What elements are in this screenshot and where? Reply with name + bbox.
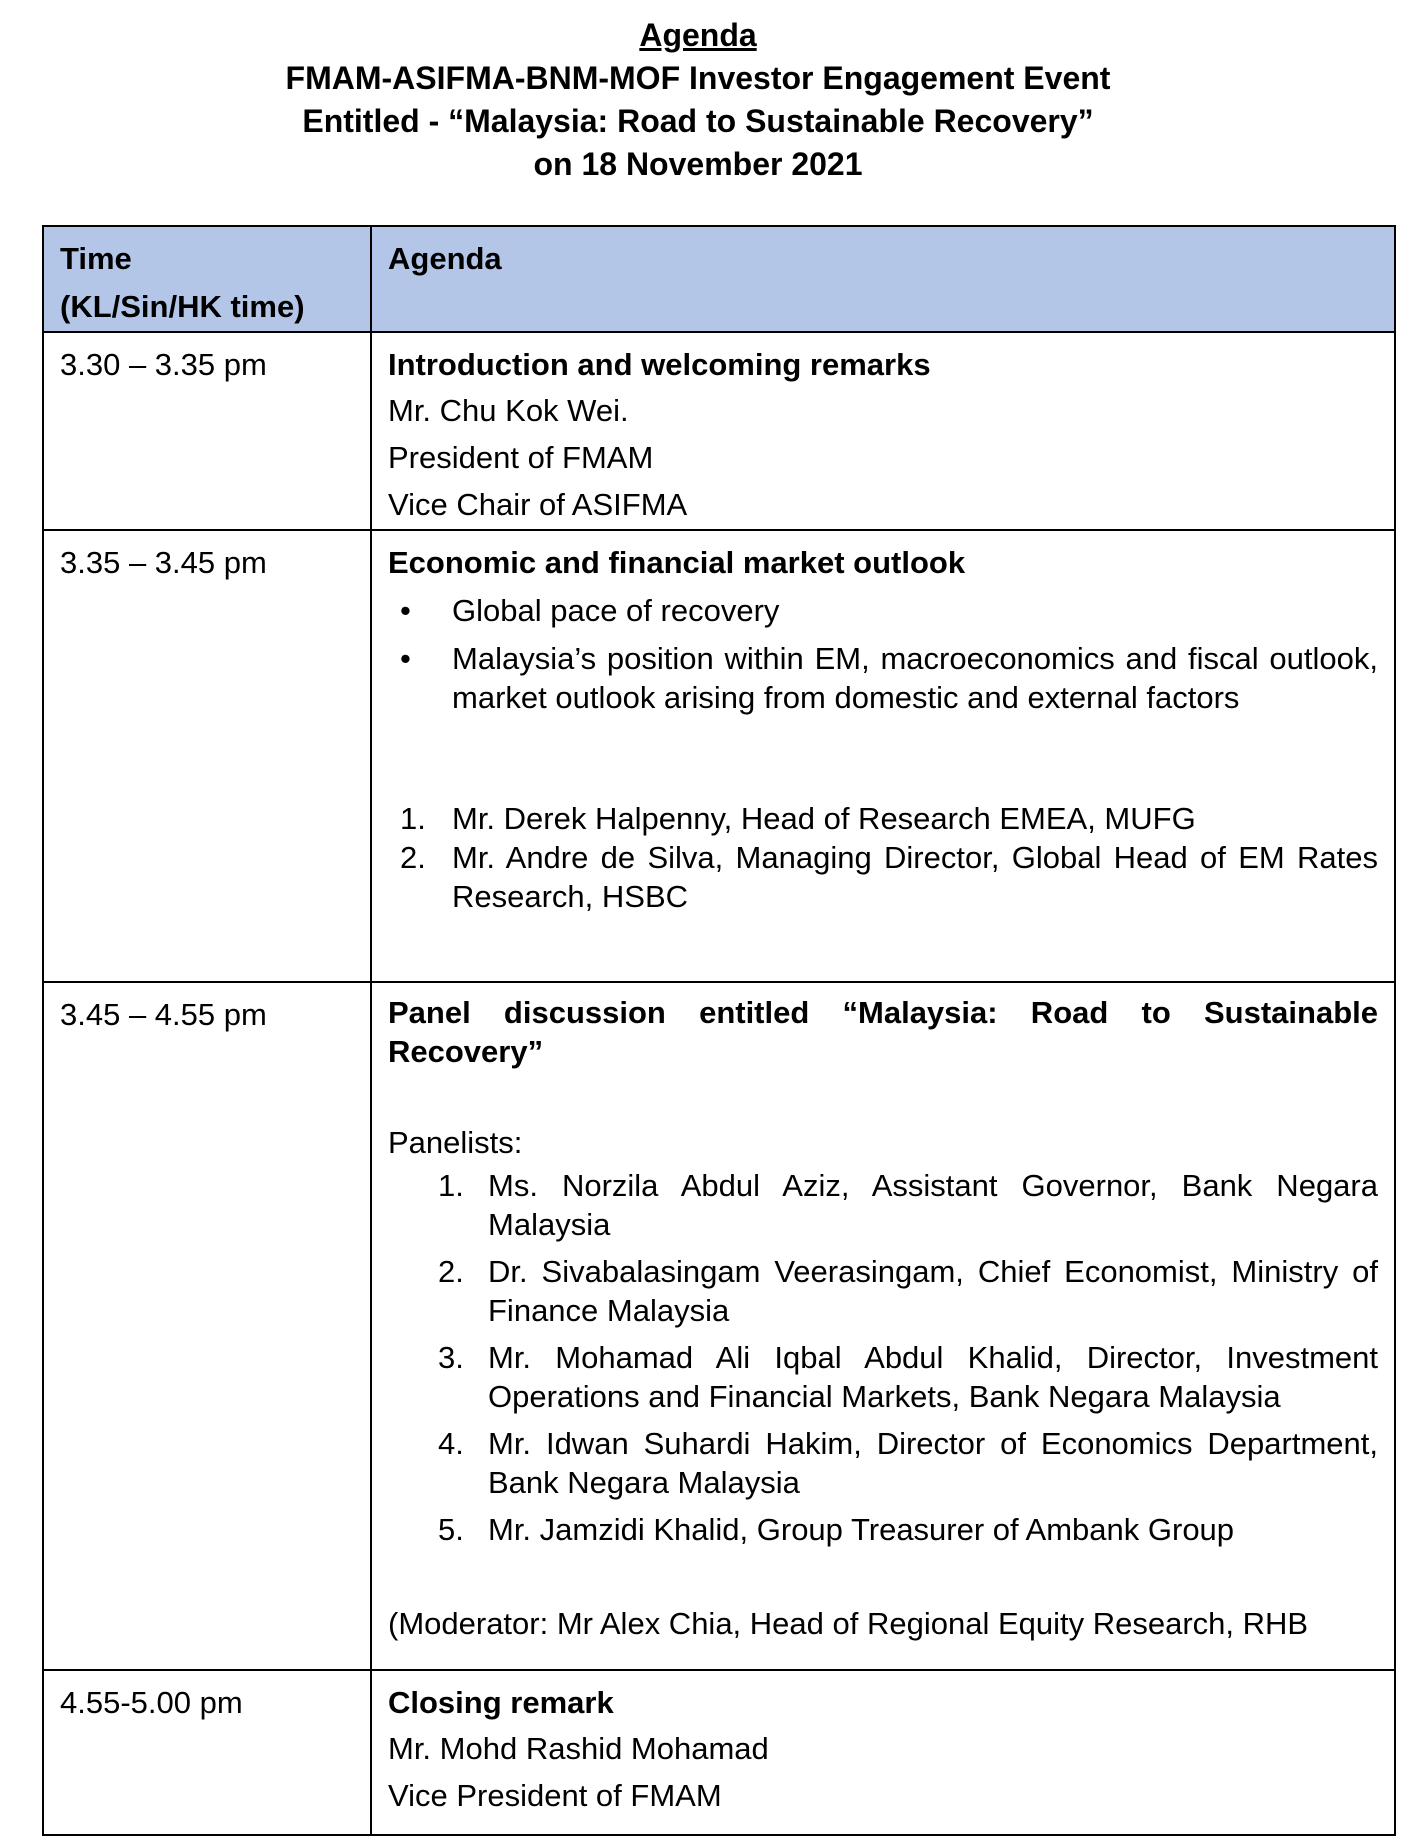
list-number: 3.: [438, 1340, 464, 1375]
list-number: 1.: [438, 1168, 464, 1203]
time-column-header-line1: Time: [60, 241, 132, 276]
panelist-list: [388, 1166, 1378, 1549]
table-header-row: [43, 226, 1395, 332]
list-number: 2.: [400, 840, 426, 875]
list-item: [388, 1510, 1378, 1549]
speaker-text: Mr. Andre de Silva, Managing Director, Global Head of EM Rates Research, HSBC: [452, 840, 1378, 914]
panelist-text: Dr. Sivabalasingam Veerasingam, Chief Economist, Ministry of Finance Malaysia: [488, 1254, 1378, 1328]
agenda-title: Agenda: [639, 17, 757, 53]
speaker-role: Vice President of FMAM: [388, 1778, 722, 1813]
table-row: [43, 530, 1395, 982]
session-topic: Introduction and welcoming remarks: [388, 347, 931, 382]
document-header: [0, 14, 1396, 186]
panelists-label: Panelists:: [388, 1125, 523, 1160]
speaker-name: Mr. Chu Kok Wei.: [388, 393, 629, 428]
session-time: 3.45 – 4.55 pm: [43, 982, 371, 1670]
list-number: 1.: [400, 801, 426, 836]
event-entitled: Entitled - “Malaysia: Road to Sustainable Recovery”: [302, 103, 1094, 139]
list-item: [388, 591, 1378, 630]
list-item: [388, 639, 1378, 717]
list-number: 5.: [438, 1512, 464, 1547]
moderator-line: (Moderator: Mr Alex Chia, Head of Regional Equity Research, RHB: [388, 1606, 1309, 1641]
panelist-text: Ms. Norzila Abdul Aziz, Assistant Governor, Bank Negara Malaysia: [488, 1168, 1378, 1242]
speaker-role: Vice Chair of ASIFMA: [388, 487, 688, 522]
table-row: [43, 982, 1395, 1670]
speaker-text: Mr. Derek Halpenny, Head of Research EMEA, MUFG: [452, 801, 1196, 836]
agenda-table: [42, 225, 1396, 1836]
list-number: 2.: [438, 1254, 464, 1289]
session-details: [371, 982, 1395, 1670]
agenda-column-header: Agenda: [371, 226, 1395, 332]
list-item: [388, 1166, 1378, 1244]
bullet-text: Malaysia’s position within EM, macroeconomics and fiscal outlook, market outlook arising from domestic and external factors: [452, 641, 1378, 715]
session-details: [371, 332, 1395, 530]
session-time: 4.55-5.00 pm: [43, 1670, 371, 1835]
panelist-text: Mr. Idwan Suhardi Hakim, Director of Economics Department, Bank Negara Malaysia: [488, 1426, 1378, 1500]
list-item: [388, 838, 1378, 916]
list-number: 4.: [438, 1426, 464, 1461]
table-row: [43, 332, 1395, 530]
list-item: [388, 1338, 1378, 1416]
session-topic: Economic and financial market outlook: [388, 545, 966, 580]
speaker-name: Mr. Mohd Rashid Mohamad: [388, 1731, 769, 1766]
session-details: [371, 1670, 1395, 1835]
table-row: [43, 1670, 1395, 1835]
list-item: [388, 1252, 1378, 1330]
speaker-list: [388, 799, 1378, 916]
topic-bullet-list: [388, 591, 1378, 717]
session-details: [371, 530, 1395, 982]
bullet-text: Global pace of recovery: [452, 593, 780, 628]
session-topic: Panel discussion entitled “Malaysia: Road to Sustainable Recovery”: [388, 995, 1378, 1069]
event-name: FMAM-ASIFMA-BNM-MOF Investor Engagement Event: [285, 60, 1111, 96]
list-item: [388, 1424, 1378, 1502]
event-date: on 18 November 2021: [533, 146, 863, 182]
bullet-marker: •: [400, 593, 411, 628]
time-column-header-line2: (KL/Sin/HK time): [60, 289, 305, 324]
bullet-marker: •: [400, 641, 411, 676]
panelist-text: Mr. Mohamad Ali Iqbal Abdul Khalid, Director, Investment Operations and Financial Markets, Bank Negara Malaysia: [488, 1340, 1378, 1414]
speaker-role: President of FMAM: [388, 440, 654, 475]
session-time: 3.35 – 3.45 pm: [43, 530, 371, 982]
panelist-text: Mr. Jamzidi Khalid, Group Treasurer of Ambank Group: [488, 1512, 1235, 1547]
list-item: [388, 799, 1378, 838]
session-time: 3.30 – 3.35 pm: [43, 332, 371, 530]
time-column-header: [43, 226, 371, 332]
session-topic: Closing remark: [388, 1685, 614, 1720]
